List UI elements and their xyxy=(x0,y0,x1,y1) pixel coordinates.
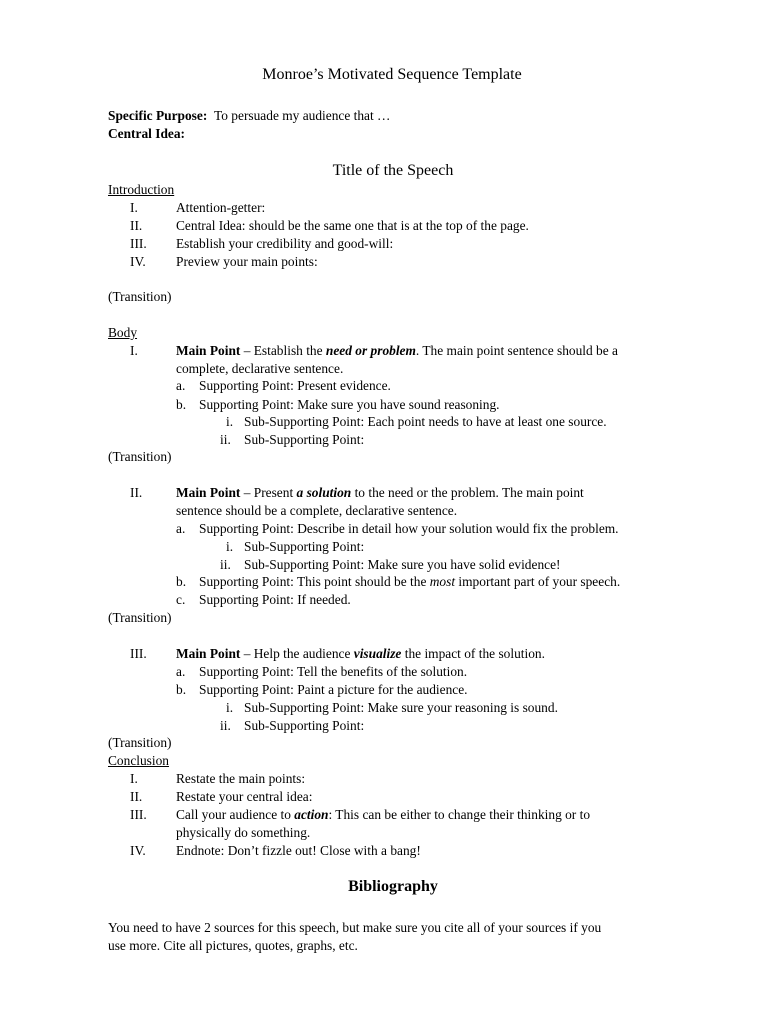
conclusion-item-1-text: Restate the main points: xyxy=(176,771,306,786)
main-point-2-lead: – Present xyxy=(240,485,297,500)
mp2-sub-b-line xyxy=(199,573,620,591)
conclusion-item-2-num: II. xyxy=(130,789,143,804)
mp1-sub-a-num: a. xyxy=(176,378,186,393)
main-point-2-continuation: sentence should be a complete, declarative sentence. xyxy=(176,503,458,518)
main-point-3-line xyxy=(176,645,545,663)
mp3-subsub-i-num: i. xyxy=(226,700,234,715)
conclusion-item-1-num: I. xyxy=(130,771,138,786)
intro-item-1-num: I. xyxy=(130,200,138,215)
intro-item-3-num: III. xyxy=(130,236,147,251)
mp3-sub-a-num: a. xyxy=(176,664,186,679)
mp1-sub-b-text: Supporting Point: Make sure you have sound reasoning. xyxy=(199,397,500,412)
mp1-sub-b-num: b. xyxy=(176,397,187,412)
main-point-1-continuation: complete, declarative sentence. xyxy=(176,361,344,376)
main-point-2-line xyxy=(176,484,584,502)
transition-4: (Transition) xyxy=(108,735,172,750)
conclusion-item-3-emphasis: action xyxy=(294,807,329,822)
mp3-sub-b-text: Supporting Point: Paint a picture for the audience. xyxy=(199,682,468,697)
main-point-1-line xyxy=(176,342,618,360)
conclusion-item-3-line xyxy=(176,806,590,824)
conclusion-item-2-text: Restate your central idea: xyxy=(176,789,313,804)
mp1-subsub-i-text: Sub-Supporting Point: Each point needs to have at least one source. xyxy=(244,414,607,429)
mp2-sub-b-pre: Supporting Point: This point should be the xyxy=(199,574,430,589)
intro-item-4-num: IV. xyxy=(130,254,146,269)
transition-2: (Transition) xyxy=(108,449,172,464)
conclusion-item-3-post: : This can be either to change their thinking or to xyxy=(328,807,591,822)
bibliography-line-1: You need to have 2 sources for this speech, but make sure you cite all of your sources if you xyxy=(108,920,602,935)
mp3-sub-a-text: Supporting Point: Tell the benefits of the solution. xyxy=(199,664,468,679)
conclusion-item-3-pre: Call your audience to xyxy=(176,807,295,822)
conclusion-item-4-text: Endnote: Don’t fizzle out! Close with a bang! xyxy=(176,843,421,858)
mp2-sub-a-text: Supporting Point: Describe in detail how your solution would fix the problem. xyxy=(199,521,619,536)
transition-1: (Transition) xyxy=(108,289,172,304)
main-point-2-label: Main Point xyxy=(176,485,241,500)
mp3-sub-b-num: b. xyxy=(176,682,187,697)
main-point-1-num: I. xyxy=(130,343,138,358)
intro-item-3-text: Establish your credibility and good-will: xyxy=(176,236,394,251)
intro-item-4-text: Preview your main points: xyxy=(176,254,318,269)
main-point-1-emphasis: need or problem xyxy=(325,343,416,358)
mp2-subsub-ii-text: Sub-Supporting Point: Make sure you have solid evidence! xyxy=(244,557,561,572)
main-point-2-emphasis: a solution xyxy=(296,485,352,500)
main-point-1-lead: – Establish the xyxy=(240,343,326,358)
specific-purpose-label: Specific Purpose: xyxy=(108,108,208,123)
mp2-sub-a-num: a. xyxy=(176,521,186,536)
conclusion-item-3-num: III. xyxy=(130,807,147,822)
main-point-3-rest: the impact of the solution. xyxy=(401,646,545,661)
mp2-sub-b-num: b. xyxy=(176,574,187,589)
introduction-heading: Introduction xyxy=(108,182,175,197)
mp2-subsub-i-num: i. xyxy=(226,539,234,554)
main-point-3-label: Main Point xyxy=(176,646,241,661)
mp2-sub-c-text: Supporting Point: If needed. xyxy=(199,592,351,607)
mp2-sub-b-emphasis: most xyxy=(429,574,456,589)
conclusion-item-3-continuation: physically do something. xyxy=(176,825,311,840)
mp2-sub-b-post: important part of your speech. xyxy=(455,574,621,589)
bibliography-heading: Bibliography xyxy=(348,878,438,895)
bibliography-line-2: use more. Cite all pictures, quotes, graphs, etc. xyxy=(108,938,358,953)
conclusion-item-4-num: IV. xyxy=(130,843,146,858)
main-point-3-num: III. xyxy=(130,646,147,661)
mp2-sub-c-num: c. xyxy=(176,592,186,607)
document-title: Monroe’s Motivated Sequence Template xyxy=(262,66,522,83)
mp2-subsub-i-text: Sub-Supporting Point: xyxy=(244,539,365,554)
intro-item-2-text: Central Idea: should be the same one that is at the top of the page. xyxy=(176,218,529,233)
mp3-subsub-ii-text: Sub-Supporting Point: xyxy=(244,718,365,733)
transition-3: (Transition) xyxy=(108,610,172,625)
mp3-subsub-ii-num: ii. xyxy=(220,718,231,733)
main-point-2-num: II. xyxy=(130,485,143,500)
mp1-subsub-ii-num: ii. xyxy=(220,432,231,447)
speech-title: Title of the Speech xyxy=(332,162,454,179)
specific-purpose-line xyxy=(108,107,390,125)
mp3-subsub-i-text: Sub-Supporting Point: Make sure your reasoning is sound. xyxy=(244,700,558,715)
mp1-sub-a-text: Supporting Point: Present evidence. xyxy=(199,378,391,393)
mp1-subsub-ii-text: Sub-Supporting Point: xyxy=(244,432,365,447)
mp1-subsub-i-num: i. xyxy=(226,414,234,429)
central-idea-label: Central Idea: xyxy=(108,126,185,141)
intro-item-2-num: II. xyxy=(130,218,143,233)
intro-item-1-text: Attention-getter: xyxy=(176,200,266,215)
main-point-3-lead: – Help the audience xyxy=(240,646,354,661)
conclusion-heading: Conclusion xyxy=(108,753,170,768)
body-heading: Body xyxy=(108,325,138,340)
mp2-subsub-ii-num: ii. xyxy=(220,557,231,572)
main-point-3-emphasis: visualize xyxy=(353,646,402,661)
specific-purpose-text: To persuade my audience that … xyxy=(214,108,391,123)
main-point-2-rest: to the need or the problem. The main point xyxy=(351,485,584,500)
main-point-1-label: Main Point xyxy=(176,343,241,358)
main-point-1-rest: . The main point sentence should be a xyxy=(415,343,618,358)
